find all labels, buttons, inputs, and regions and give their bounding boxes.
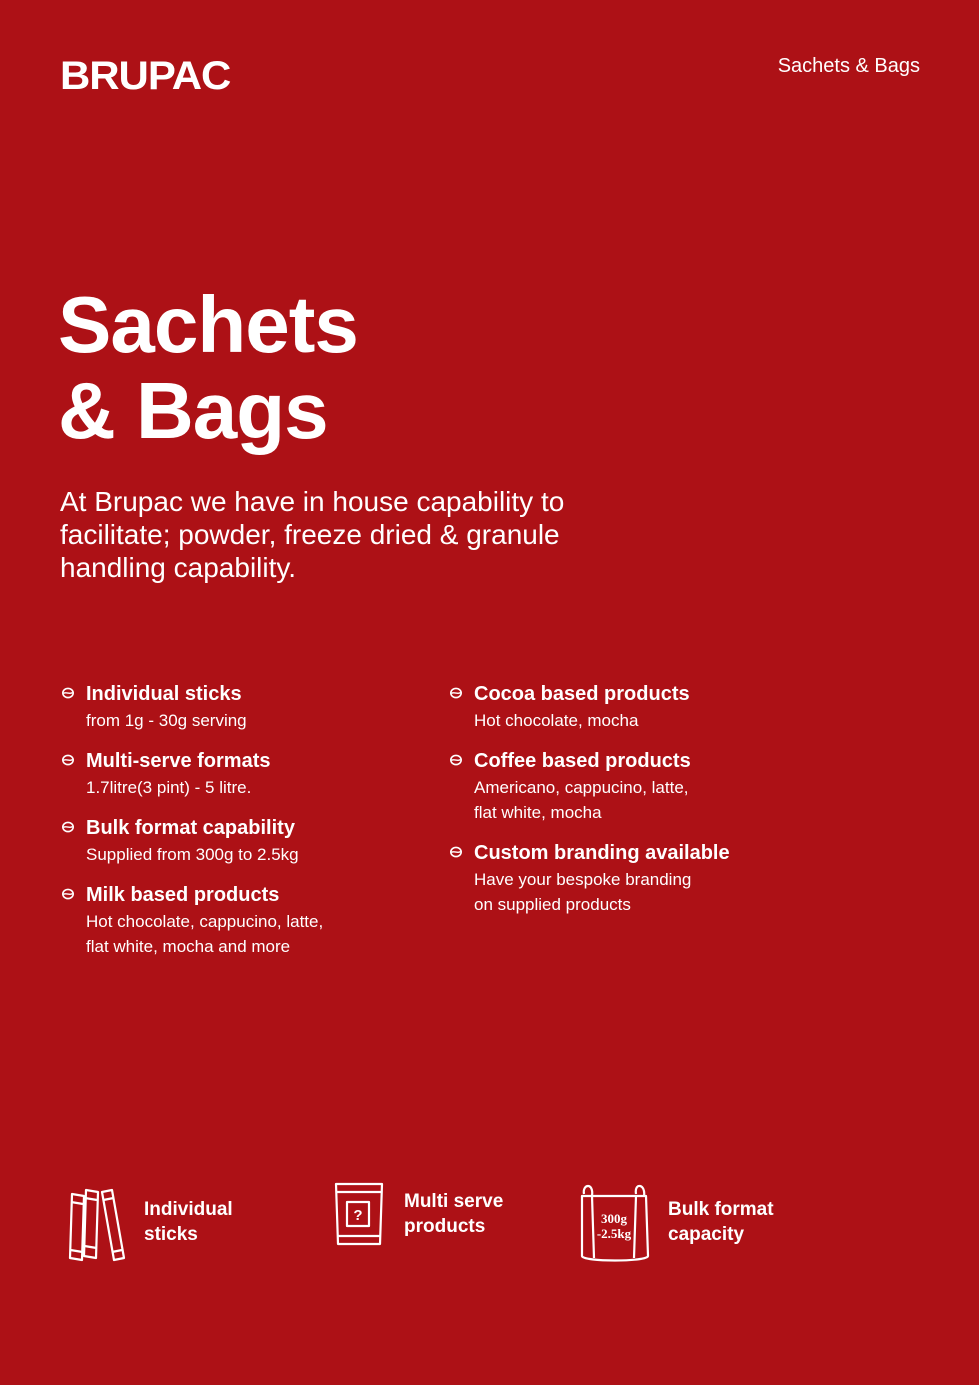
- title-line-1: Sachets: [58, 280, 358, 369]
- feature-detail: 1.7litre(3 pint) - 5 litre.: [86, 778, 252, 797]
- bean-bullet-icon: [450, 687, 462, 699]
- format-label: Multi serve products: [404, 1191, 504, 1237]
- title-line-2: & Bags: [58, 366, 328, 455]
- intro-text: At Brupac we have in house capability to facilitate; powder, freeze dried & granule handling capability.: [60, 486, 565, 583]
- format-label: Individual sticks: [144, 1199, 233, 1245]
- format-icons-row: [66, 1180, 866, 1270]
- feature-heading: Multi-serve formats: [86, 750, 271, 772]
- bean-bullet-icon: [62, 821, 74, 833]
- feature-item: [448, 747, 828, 825]
- feature-heading: Individual sticks: [86, 683, 242, 705]
- feature-detail: from 1g - 30g serving: [86, 711, 247, 730]
- bulk-bag-weight-top: 300g: [601, 1211, 627, 1226]
- document-label: Sachets & Bags: [777, 55, 920, 77]
- format-label: Bulk format capacity: [668, 1199, 774, 1245]
- bean-bullet-icon: [62, 754, 74, 766]
- feature-detail: Hot chocolate, cappucino, latte, flat white, mocha and more: [86, 912, 324, 956]
- feature-detail: Supplied from 300g to 2.5kg: [86, 845, 299, 864]
- feature-detail: Hot chocolate, mocha: [474, 711, 639, 730]
- feature-column-right: [448, 680, 828, 917]
- feature-item: [448, 680, 828, 733]
- bean-bullet-icon: [62, 687, 74, 699]
- feature-item: [448, 839, 828, 917]
- feature-detail: Have your bespoke branding on supplied products: [474, 870, 692, 914]
- feature-heading: Coffee based products: [474, 750, 691, 772]
- format-bulk-bag: [578, 1180, 774, 1264]
- feature-heading: Milk based products: [86, 884, 280, 906]
- brand-logo: BRUPAC: [60, 54, 231, 98]
- feature-detail: Americano, cappucino, latte, flat white, mocha: [474, 778, 689, 822]
- sachet-glyph: ?: [353, 1207, 363, 1224]
- feature-item: [60, 881, 440, 959]
- bean-bullet-icon: [450, 754, 462, 766]
- sachet-icon: [332, 1180, 386, 1248]
- bean-bullet-icon: [62, 888, 74, 900]
- feature-item: [60, 680, 440, 733]
- feature-heading: Custom branding available: [474, 842, 730, 864]
- bean-bullet-icon: [450, 846, 462, 858]
- feature-heading: Bulk format capability: [86, 817, 295, 839]
- page-title: [58, 282, 358, 454]
- feature-item: [60, 814, 440, 867]
- bulk-bag-weight-bottom: -2.5kg: [596, 1226, 632, 1241]
- feature-item: [60, 747, 440, 800]
- feature-column-left: [60, 680, 440, 959]
- format-sachet: [332, 1180, 503, 1248]
- sticks-icon: [66, 1180, 126, 1264]
- bulk-bag-icon: [578, 1180, 650, 1264]
- format-sticks: [66, 1180, 233, 1264]
- feature-heading: Cocoa based products: [474, 683, 690, 705]
